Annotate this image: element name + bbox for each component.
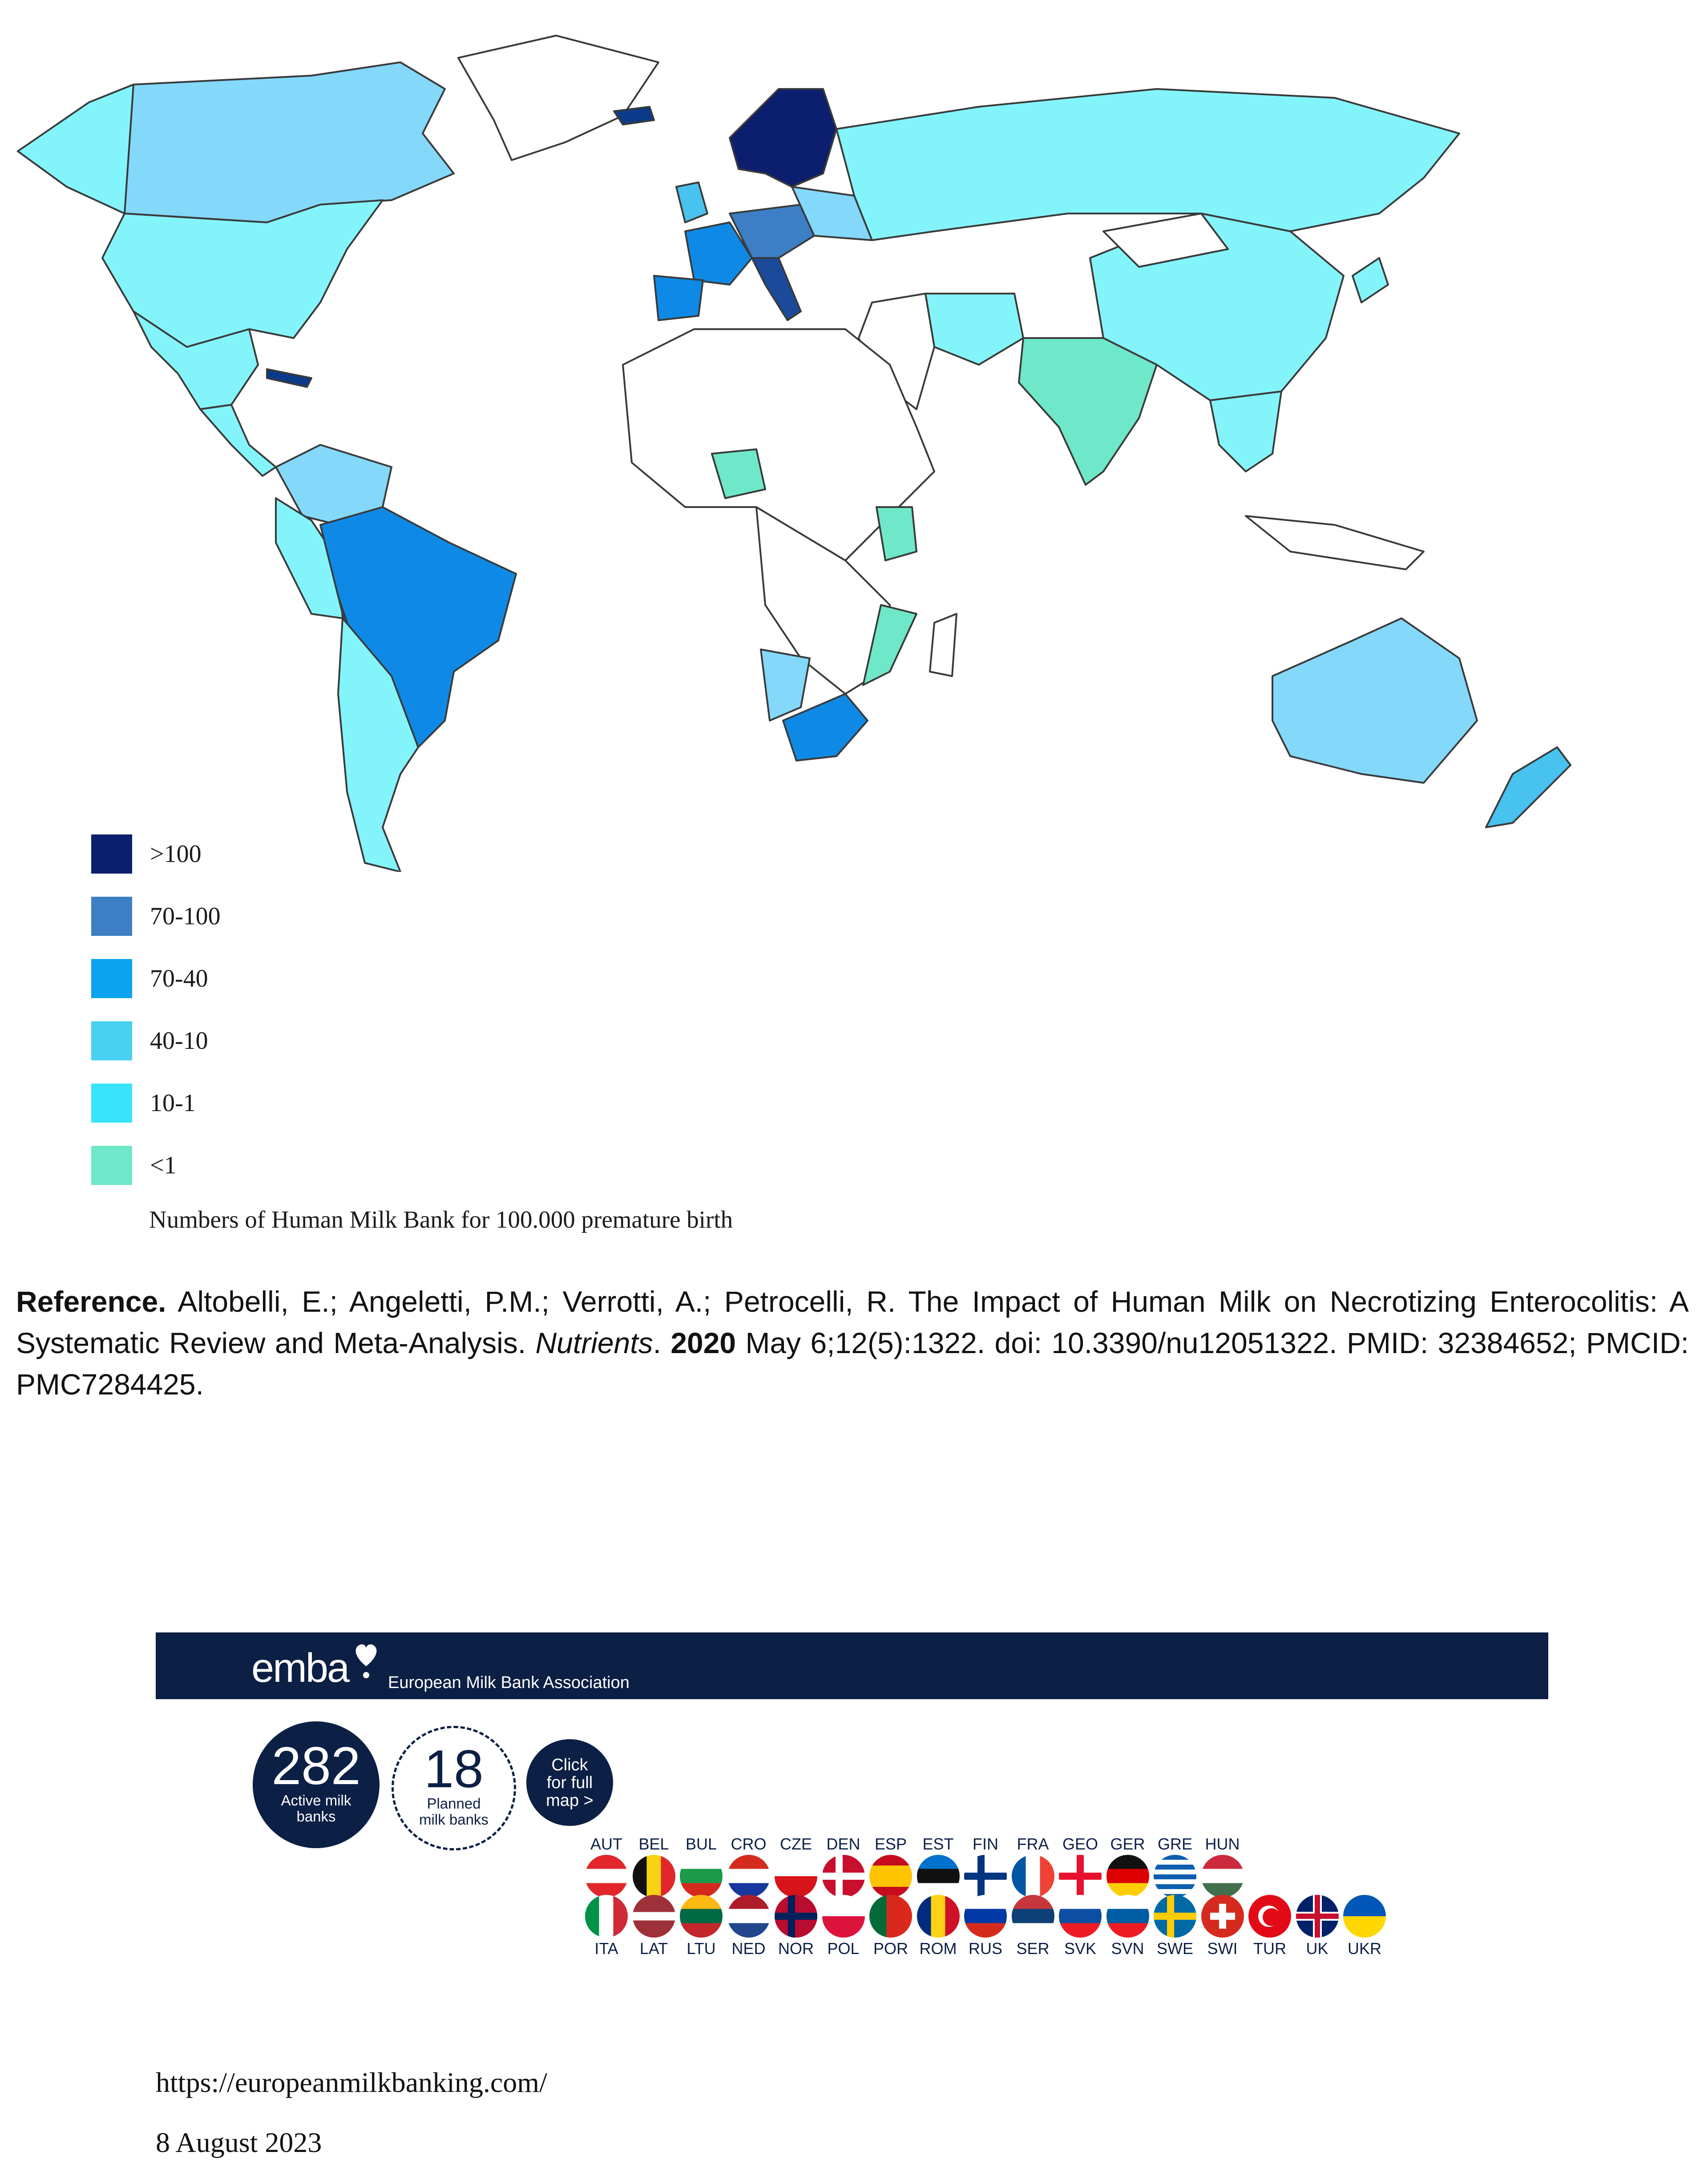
legend-row xyxy=(91,1134,492,1197)
flag-label-nor: NOR xyxy=(778,1939,814,1958)
flag-tur-icon[interactable] xyxy=(1248,1895,1291,1938)
country-alaska xyxy=(18,85,133,214)
flag-label-rom: ROM xyxy=(919,1939,957,1958)
flag-label-ger: GER xyxy=(1110,1835,1145,1853)
full-map-label: Click for full map > xyxy=(546,1756,594,1810)
flag-label-swi: SWI xyxy=(1207,1939,1238,1958)
country-russia xyxy=(836,89,1459,240)
flag-label-lat: LAT xyxy=(639,1939,668,1958)
country-namibia xyxy=(761,649,810,721)
country-cuba xyxy=(267,369,311,387)
flag-bul-icon[interactable] xyxy=(680,1855,723,1898)
country-greenland xyxy=(458,36,658,160)
flag-ger-icon[interactable] xyxy=(1106,1855,1149,1898)
flag-fra-icon[interactable] xyxy=(1012,1855,1054,1898)
legend-label: >100 xyxy=(150,840,202,868)
flag-label-por: POR xyxy=(873,1939,908,1958)
flag-label-svn: SVN xyxy=(1111,1939,1144,1958)
legend-swatch xyxy=(91,1146,132,1185)
country-iran xyxy=(925,294,1023,365)
map-legend xyxy=(91,823,492,1197)
heart-drop-icon xyxy=(351,1640,382,1680)
legend-swatch xyxy=(91,1021,132,1060)
flag-label-svk: SVK xyxy=(1064,1939,1097,1958)
flag-label-cze: CZE xyxy=(780,1835,812,1853)
flag-label-fin: FIN xyxy=(973,1835,998,1853)
legend-row xyxy=(91,947,492,1010)
reference-label: Reference. xyxy=(16,1285,166,1318)
world-map xyxy=(0,27,1704,872)
legend-caption: Numbers of Human Milk Bank for 100.000 premature birth xyxy=(149,1206,733,1233)
country-scandinavia xyxy=(730,89,836,187)
flag-label-swe: SWE xyxy=(1156,1939,1193,1958)
flag-label-hun: HUN xyxy=(1205,1835,1240,1853)
reference-details: May 6;12(5):1322. doi: 10.3390/nu12051322. PMID: 32384652; PMCID: PMC7284425. xyxy=(16,1326,1689,1401)
flag-aut-icon[interactable] xyxy=(585,1855,628,1898)
legend-swatch xyxy=(91,1084,132,1123)
planned-milk-banks-stat xyxy=(392,1726,516,1850)
flag-label-pol: POL xyxy=(827,1939,860,1958)
flag-pol-icon[interactable] xyxy=(822,1895,865,1938)
flag-label-bul: BUL xyxy=(685,1835,717,1853)
emba-logo: emba xyxy=(251,1645,349,1691)
country-indonesia xyxy=(1246,516,1424,569)
flag-svn-icon[interactable] xyxy=(1106,1895,1149,1938)
full-map-button[interactable] xyxy=(526,1739,613,1826)
flag-por-icon[interactable] xyxy=(869,1895,912,1938)
flag-uk-icon[interactable] xyxy=(1296,1895,1339,1938)
flag-geo-icon[interactable] xyxy=(1059,1855,1102,1898)
legend-label: 70-100 xyxy=(150,903,221,930)
planned-count: 18 xyxy=(424,1739,484,1799)
flag-label-geo: GEO xyxy=(1062,1835,1098,1853)
legend-swatch xyxy=(91,897,132,936)
flag-nor-icon[interactable] xyxy=(775,1895,817,1938)
world-map-container xyxy=(0,27,1704,872)
flag-ita-icon[interactable] xyxy=(585,1895,628,1938)
flag-gre-icon[interactable] xyxy=(1154,1855,1196,1898)
flag-label-fra: FRA xyxy=(1017,1835,1049,1853)
reference-journal: Nutrients xyxy=(535,1326,653,1359)
flag-ser-icon[interactable] xyxy=(1012,1895,1054,1938)
reference-authors: Altobelli, E.; Angeletti, P.M.; Verrotti, A.; Petrocelli, R. The Impact of Human Milk on Necrotizing Enterocolitis: A Systematic Review and Meta-Analysis. xyxy=(16,1285,1689,1359)
flag-svk-icon[interactable] xyxy=(1059,1895,1102,1938)
active-count: 282 xyxy=(271,1736,361,1796)
flag-label-cro: CRO xyxy=(731,1835,767,1853)
country-kenya xyxy=(876,507,917,560)
country-australia xyxy=(1272,618,1477,783)
flag-esp-icon[interactable] xyxy=(869,1855,912,1898)
emba-banner[interactable] xyxy=(156,1632,1548,1988)
country-new-zealand xyxy=(1486,747,1571,827)
flag-label-uk: UK xyxy=(1306,1939,1328,1958)
legend-row xyxy=(91,1072,492,1134)
publication-date: 8 August 2023 xyxy=(156,2127,322,2158)
flag-label-rus: RUS xyxy=(968,1939,1002,1958)
flag-label-ser: SER xyxy=(1016,1939,1050,1958)
legend-swatch xyxy=(91,834,132,874)
source-url[interactable]: https://europeanmilkbanking.com/ xyxy=(156,2067,547,2098)
flag-bel-icon[interactable] xyxy=(633,1855,675,1898)
legend-row xyxy=(91,823,492,885)
flag-label-esp: ESP xyxy=(874,1835,907,1853)
flag-cro-icon[interactable] xyxy=(727,1855,770,1898)
flag-label-tur: TUR xyxy=(1253,1939,1286,1958)
flag-label-ltu: LTU xyxy=(686,1939,716,1958)
flag-label-ned: NED xyxy=(731,1939,766,1958)
flag-swi-icon[interactable] xyxy=(1201,1895,1244,1938)
country-southeast-asia xyxy=(1210,391,1281,471)
legend-label: 40-10 xyxy=(150,1027,208,1055)
flag-swe-icon[interactable] xyxy=(1154,1895,1196,1938)
legend-row xyxy=(91,885,492,947)
flag-label-ita: ITA xyxy=(594,1939,618,1958)
flag-hun-icon[interactable] xyxy=(1201,1855,1244,1898)
legend-label: 10-1 xyxy=(150,1089,196,1117)
flag-fin-icon[interactable] xyxy=(964,1855,1007,1898)
active-milk-banks-stat xyxy=(253,1721,380,1848)
flag-label-est: EST xyxy=(922,1835,954,1853)
country-central-america xyxy=(200,405,276,476)
flag-label-bel: BEL xyxy=(638,1835,669,1853)
emba-header xyxy=(156,1632,1548,1699)
flag-rom-icon[interactable] xyxy=(917,1895,960,1938)
planned-label: Planned milk banks xyxy=(419,1795,489,1828)
active-label: Active milk banks xyxy=(281,1792,351,1825)
flag-ukr-icon[interactable] xyxy=(1343,1895,1386,1938)
flag-cze-icon[interactable] xyxy=(775,1855,817,1898)
flag-label-gre: GRE xyxy=(1157,1835,1192,1853)
flag-est-icon[interactable] xyxy=(917,1855,960,1898)
country-uk xyxy=(676,182,707,222)
country-madagascar xyxy=(930,614,957,676)
flag-lat-icon[interactable] xyxy=(633,1895,675,1938)
reference-block: Reference. Altobelli, E.; Angeletti, P.M.; Verrotti, A.; Petrocelli, R. The Impact of Human Milk on Necrotizing Enterocolitis: A Systematic Review and Meta-Analysis. Nutrients. 2020 May 6;12(5):1322. doi: 10.3390/nu12051322. PMID: 32384652; PMCID: PMC7284425. xyxy=(16,1285,1689,1401)
flag-label-den: DEN xyxy=(826,1835,860,1853)
legend-row xyxy=(91,1010,492,1072)
country-spain xyxy=(654,276,703,320)
flag-ned-icon[interactable] xyxy=(727,1895,770,1938)
reference-year: 2020 xyxy=(670,1326,736,1359)
flag-label-ukr: UKR xyxy=(1347,1939,1381,1958)
legend-label: <1 xyxy=(150,1152,177,1179)
country-japan xyxy=(1353,258,1388,302)
flag-label-aut: AUT xyxy=(590,1835,622,1853)
legend-swatch xyxy=(91,959,132,998)
flag-den-icon[interactable] xyxy=(822,1855,865,1898)
country-india xyxy=(1019,338,1157,485)
legend-label: 70-40 xyxy=(150,965,208,992)
country-italy xyxy=(752,258,801,320)
emba-tagline: European Milk Bank Association xyxy=(388,1673,630,1692)
flag-ltu-icon[interactable] xyxy=(680,1895,723,1938)
flag-rus-icon[interactable] xyxy=(964,1895,1007,1938)
